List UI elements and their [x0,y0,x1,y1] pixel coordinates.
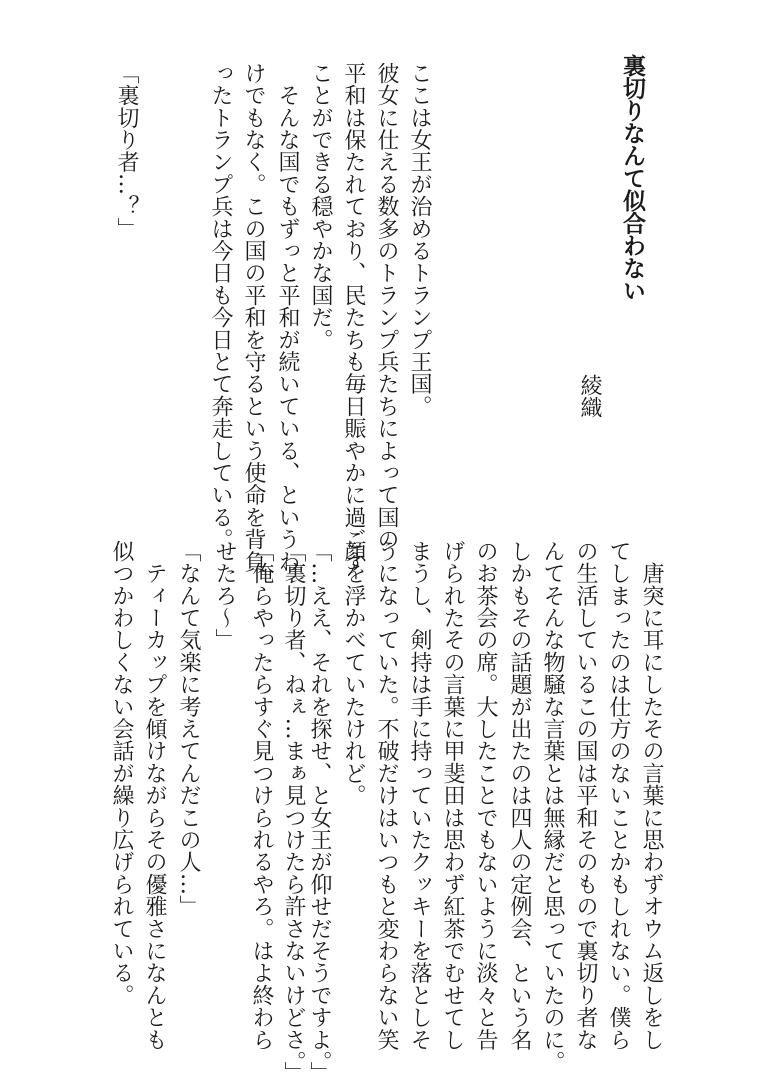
text-column: てしまったのは仕方のないことかもしれない。僕ら [606,540,631,1051]
text-column: 顔を浮かべていたけれど。 [341,540,366,807]
dialogue-column: 「なんて気楽に考えてんだこの人…」 [176,540,201,918]
dialogue-column: 「俺らやったらすぐ見つけられるやろ。はよ終わら [249,540,274,1051]
story-title: 裏切りなんて似合わない [619,54,646,302]
text-column: しかもその話題が出たのは四人の定例会、という名 [507,540,532,1051]
dialogue-column: 「裏切り者、ねぇ…まぁ見つけたら許さないけどさ。」 [281,540,306,1084]
text-column: そんな国でもずっと平和が続いている、というわ [275,62,300,573]
dialogue-column: 「…ええ、それを探せ、と女王が仰せだそうですよ。」 [307,540,332,1084]
text-column: ここは女王が治めるトランプ王国。 [407,62,432,418]
text-column: げられたその言葉に甲斐田は思わず紅茶でむせてし [440,540,465,1051]
text-column: んてそんな物騒な言葉とは無縁だと思っていたのに。 [540,540,565,1073]
text-column: 彼女に仕える数多のトランプ兵たちによって国の [374,62,399,551]
text-column: のお茶会の席。大したことでもないように淡々と告 [473,540,498,1051]
text-column: ったトランプ兵は今日も今日とて奔走している。 [208,62,233,551]
text-column: の生活しているこの国は平和そのもので裏切り者な [573,540,598,1051]
text-column: 唐突に耳にしたその言葉に思わずオウム返しをし [639,540,664,1051]
author-name: 綾織 [577,374,602,418]
text-column: 平和は保たれており、民たちも毎日賑やかに過ごす [341,62,366,573]
dialogue-column: 「裏切り者…？」 [114,62,139,240]
dialogue-column: せたろ〜」 [212,540,237,651]
text-column: うになっていた。不破だけはいつもと変わらない笑 [374,540,399,1051]
text-column: ことができる穏やかな国だ。 [308,62,333,351]
text-column: 似つかわしくない会話が繰り広げられている。 [109,540,134,1007]
text-column: まうし、剣持は手に持っていたクッキーを落としそ [407,540,432,1051]
text-column: けでもなく。この国の平和を守るという使命を背負 [241,62,266,573]
text-column: ティーカップを傾けながらその優雅さになんとも [142,540,167,1051]
